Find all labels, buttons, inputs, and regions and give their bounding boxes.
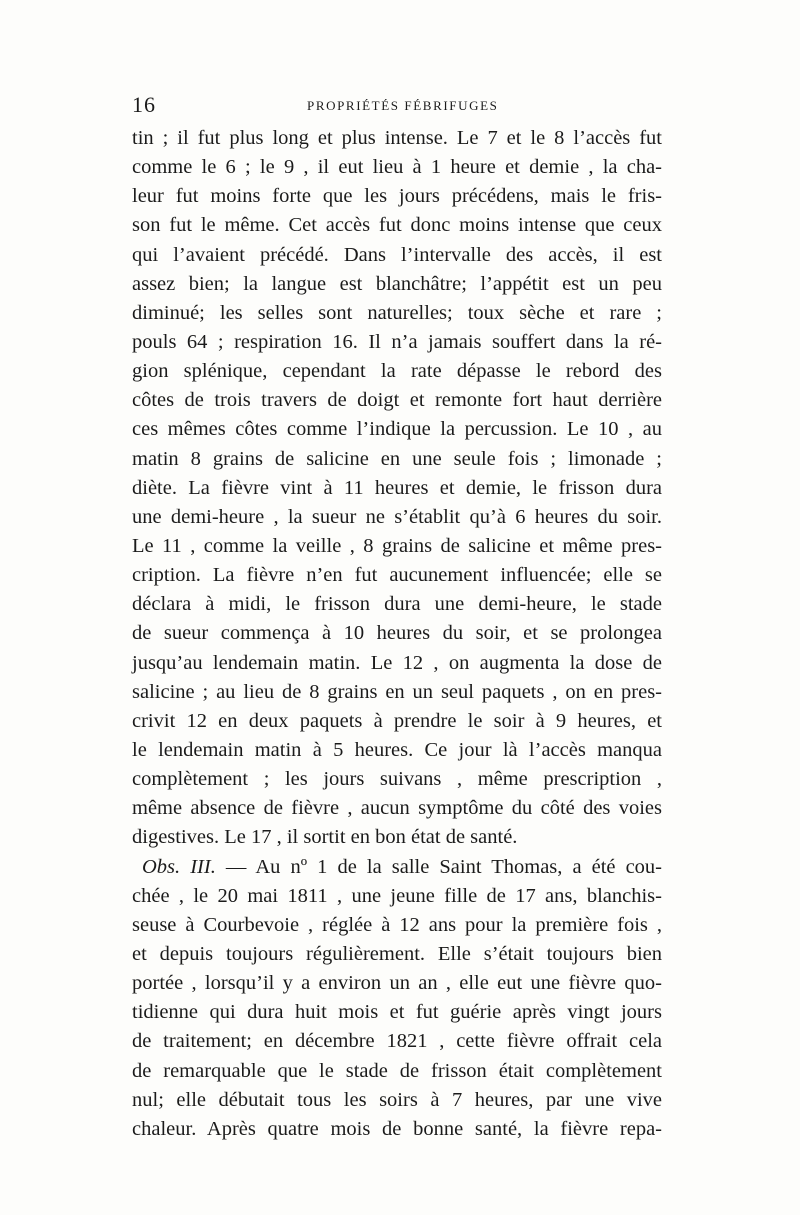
text-line: le lendemain matin à 5 heures. Ce jour là l’accès manqua [132,738,662,761]
text-line: diète. La fièvre vint à 11 heures et demie, le frisson dura [132,476,662,499]
text-line: jusqu’au lendemain matin. Le 12 , on augmenta la dose de [132,651,662,674]
text-line: comme le 6 ; le 9 , il eut lieu à 1 heure et demie , la cha- [132,156,662,179]
text-line: de traitement; en décembre 1821 , cette fièvre offrait cela [132,1030,662,1053]
observation-label: Obs. III. [142,855,216,878]
text-line: côtes de trois travers de doigt et remonte fort haut derrière [132,389,662,412]
text-line: chaleur. Après quatre mois de bonne santé, la fièvre repa- [132,1117,662,1140]
text-line: même absence de fièvre , aucun symptôme du côté des voies [132,797,662,820]
running-head: PROPRIÉTÉS FÉBRIFUGES [307,98,499,113]
text-line: leur fut moins forte que les jours précédens, mais le fris- [132,185,662,208]
page-header [132,92,662,122]
text-line: pouls 64 ; respiration 16. Il n’a jamais souffert dans la ré- [132,330,662,353]
text-line: crivit 12 en deux paquets à prendre le soir à 9 heures, et [132,709,662,732]
page-number: 16 [132,92,156,117]
text-line: nul; elle débutait tous les soirs à 7 heures, par une vive [132,1088,662,1111]
text-line: salicine ; au lieu de 8 grains en un seul paquets , on en pres- [132,680,662,703]
text-line: cription. La fièvre n’en fut aucunement influencée; elle se [132,564,662,587]
text-line: digestives. Le 17 , il sortit en bon état de santé. [132,826,518,849]
text-line: une demi-heure , la sueur ne s’établit qu’à 6 heures du soir. [132,505,662,528]
text-line: déclara à midi, le frisson dura une demi-heure, le stade [132,593,662,616]
text-line: et depuis toujours régulièrement. Elle s’était toujours bien [132,942,662,965]
text-line: chée , le 20 mai 1811 , une jeune fille de 17 ans, blanchis- [132,884,662,907]
text-line: qui l’avaient précédé. Dans l’intervalle des accès, il est [132,243,662,266]
observation-first-line [132,853,662,882]
text-line: seuse à Courbevoie , réglée à 12 ans pour la première fois , [132,913,662,936]
text-line: ces mêmes côtes comme l’indique la percussion. Le 10 , au [132,418,662,441]
text-line: son fut le même. Cet accès fut donc moins intense que ceux [132,214,662,237]
text-line: diminué; les selles sont naturelles; toux sèche et rare ; [132,301,662,324]
text-line: assez bien; la langue est blanchâtre; l’appétit est un peu [132,272,662,295]
text-line: de remarquable que le stade de frisson était complètement [132,1059,662,1082]
text-line: gion splénique, cependant la rate dépasse le rebord des [132,360,662,383]
text-line: portée , lorsqu’il y a environ un an , elle eut une fièvre quo- [132,972,662,995]
observation-text: — Au nº 1 de la salle Saint Thomas, a été cou- [225,855,663,878]
text-line: tidienne qui dura huit mois et fut guérie après vingt jours [132,1001,662,1024]
text-line: de sueur commença à 10 heures du soir, et se prolongea [132,622,662,645]
text-line: tin ; il fut plus long et plus intense. Le 7 et le 8 l’accès fut [132,127,662,149]
body-text [132,124,662,1144]
text-line: complètement ; les jours suivans , même prescription , [132,768,662,791]
text-line: matin 8 grains de salicine en une seule fois ; limonade ; [132,447,662,470]
text-line: Le 11 , comme la veille , 8 grains de salicine et même pres- [132,534,662,557]
